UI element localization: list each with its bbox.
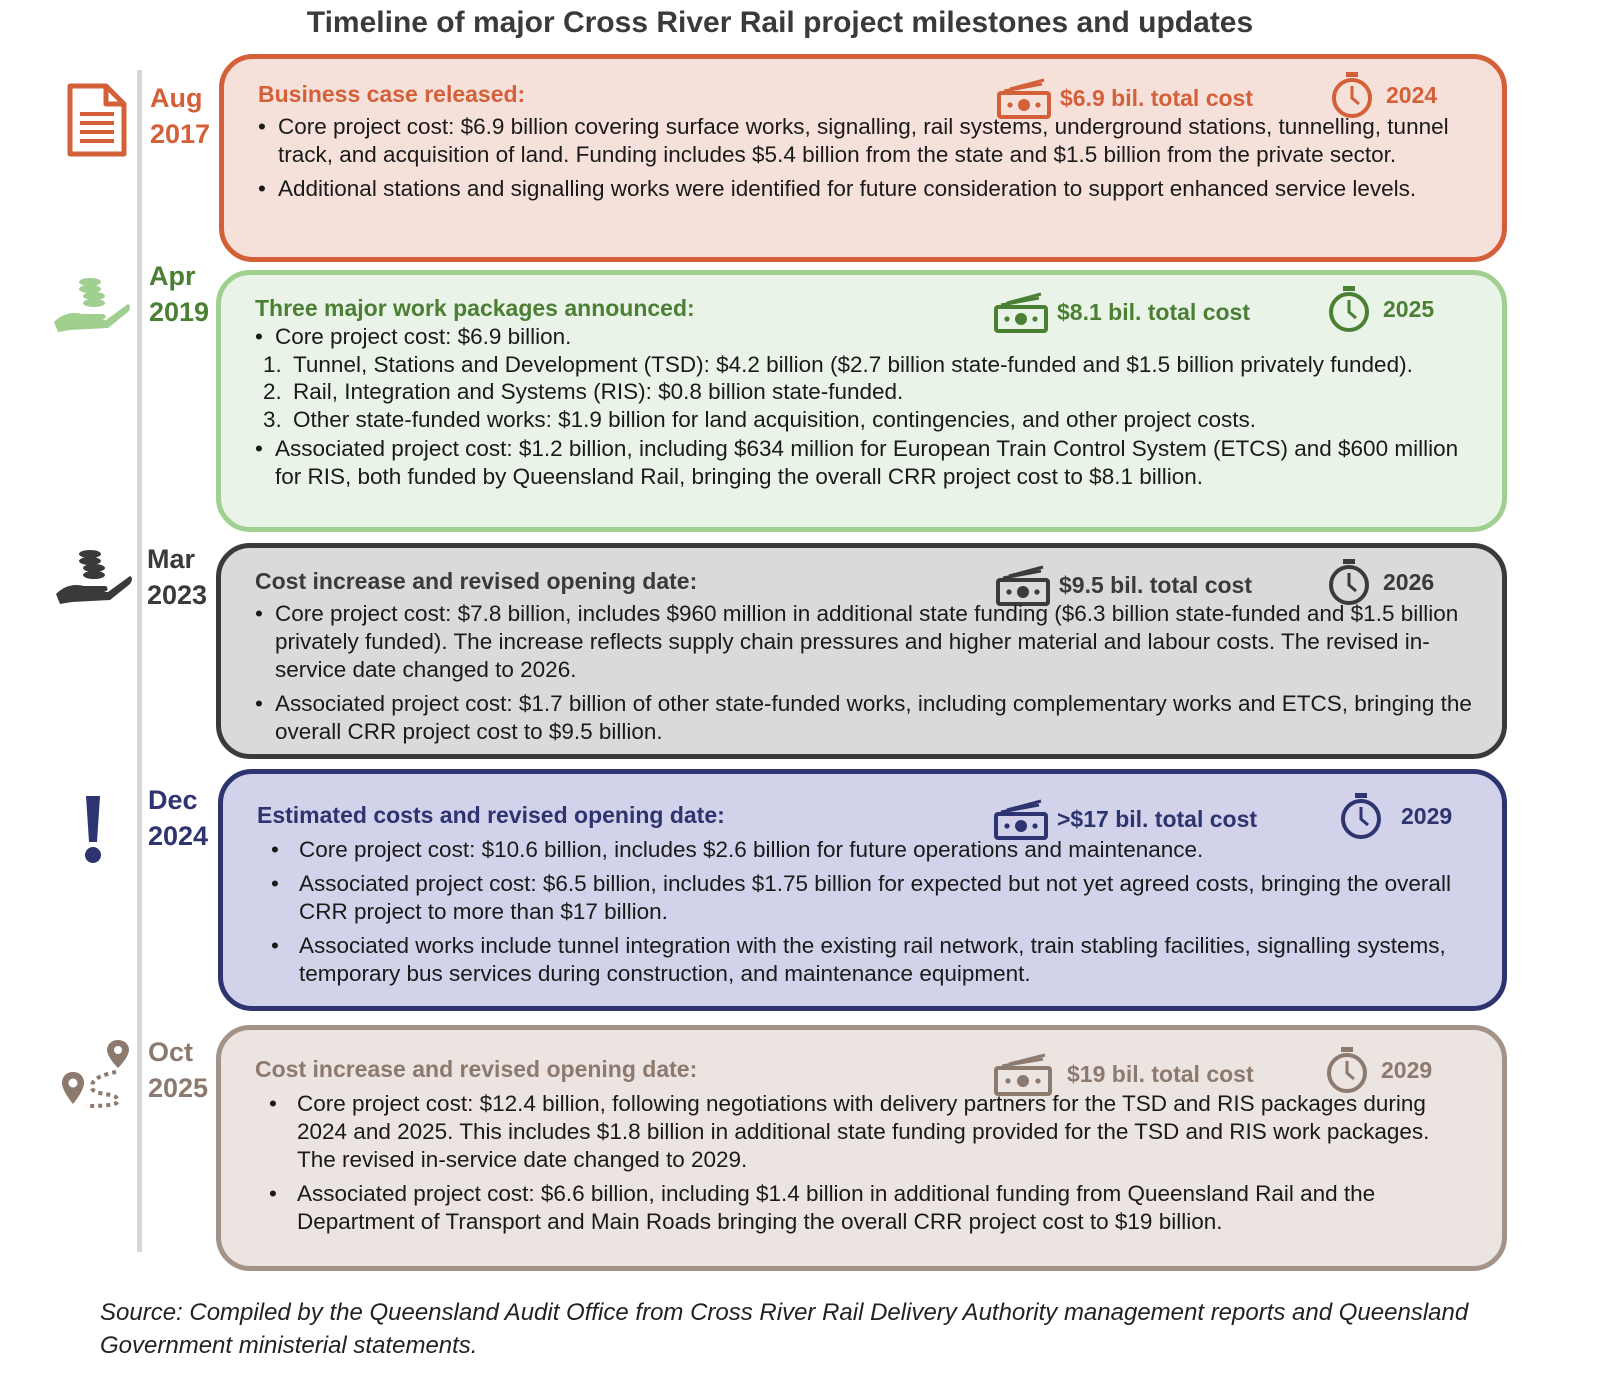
milestone-card <box>216 270 1507 532</box>
exclamation-icon <box>80 794 106 869</box>
milestone-date <box>147 541 207 613</box>
milestone-bullet: • Associated project cost: $6.6 billion, including $1.4 billion in additional funding from Queensland Rail and the Department of Transport and Main Roads bringing the overall CRR project cost to $19 billion. <box>255 1180 1472 1236</box>
milestone-year: 2025 <box>148 1073 209 1103</box>
milestone-heading: Three major work packages announced: <box>255 295 695 321</box>
milestone-bullet: • Associated project cost: $1.7 billion of other state-funded works, including complementary works and ETCS, bringing the overall CRR project cost to $9.5 billion. <box>255 690 1472 746</box>
opening-year: 2024 <box>1386 81 1438 108</box>
milestone-date <box>148 782 208 854</box>
milestone-bullet: • Core project cost: $7.8 billion, includes $960 million in additional state funding ($6.3 billion state-funded and $1.5 billion privately funded). The increase reflects supply chain pressures and higher material and labour costs. The revised in-service date changed to 2026. <box>255 600 1472 684</box>
stopwatch-icon <box>1327 558 1371 606</box>
source-note: Source: Compiled by the Queensland Audit Office from Cross River Rail Delivery Authority management reports and Queensland Government ministerial statements. <box>100 1299 1469 1359</box>
stopwatch-icon <box>1330 71 1374 119</box>
total-cost: >$17 bil. total cost <box>1057 805 1258 832</box>
document-icon <box>66 82 128 163</box>
milestone-bullet: • Associated project cost: $6.5 billion, includes $1.75 billion for expected but not yet agreed costs, bringing the overall CRR project to more than $17 billion. <box>257 870 1472 926</box>
milestone-heading: Cost increase and revised opening date: <box>255 1056 698 1082</box>
milestone-heading: Estimated costs and revised opening date: <box>257 802 725 828</box>
work-package <box>255 378 1472 406</box>
timeline-line <box>137 70 142 1252</box>
milestone-date <box>148 1034 208 1106</box>
opening-badge <box>1325 1046 1432 1094</box>
cost-badge <box>993 798 1257 840</box>
stopwatch-icon <box>1325 1046 1369 1094</box>
total-cost: $9.5 bil. total cost <box>1059 571 1252 598</box>
milestone-month: Oct <box>148 1037 194 1067</box>
route-pin-icon <box>60 1038 130 1115</box>
milestone-heading: Business case released: <box>258 81 526 107</box>
milestone-card <box>219 54 1507 262</box>
package-number: 2. <box>263 379 282 404</box>
milestone-bullet: • Associated project cost: $1.2 billion, including $634 million for European Train Control System (ETCS) and $600 million for RIS, both funded by Queensland Rail, bringing the overall CRR project cost to $8.1 billion. <box>255 435 1472 490</box>
milestone-card <box>218 769 1507 1011</box>
page-title: Timeline of major Cross River Rail project milestones and updates <box>306 6 1254 39</box>
opening-year: 2025 <box>1383 295 1435 322</box>
milestone-bullet: • Core project cost: $6.9 billion. <box>255 323 1472 351</box>
package-text: Other state-funded works: $1.9 billion for land acquisition, contingencies, and other project costs. <box>293 406 1257 432</box>
hand-coins-icon <box>52 270 132 339</box>
milestone-date <box>149 258 209 330</box>
package-number: 3. <box>263 406 282 432</box>
milestone-bullet: • Core project cost: $6.9 billion covering surface works, signalling, rail systems, underground stations, tunnelling, tunnel track, and acquisition of land. Funding includes $5.4 billion from the state and $1.5 billion from the private sector. <box>258 113 1472 169</box>
opening-year: 2029 <box>1401 802 1453 829</box>
milestone-date <box>150 80 210 152</box>
hand-coins-icon <box>54 542 134 611</box>
milestone-heading: Cost increase and revised opening date: <box>255 568 698 594</box>
opening-badge <box>1330 71 1437 119</box>
money-icon <box>993 798 1049 840</box>
package-number: 1. <box>263 351 282 377</box>
package-text: Tunnel, Stations and Development (TSD): $4.2 billion ($2.7 billion state-funded and $1.5 billion privately funded). <box>293 351 1413 377</box>
milestone-card <box>216 543 1507 759</box>
milestone-year: 2024 <box>148 821 209 851</box>
total-cost: $6.9 bil. total cost <box>1060 84 1253 111</box>
opening-badge <box>1327 558 1434 606</box>
opening-badge <box>1339 792 1452 840</box>
milestone-month: Mar <box>147 544 196 574</box>
package-text: Rail, Integration and Systems (RIS): $0.8 billion state-funded. <box>293 379 904 404</box>
milestone-month: Aug <box>150 83 203 113</box>
total-cost: $8.1 bil. total cost <box>1057 298 1250 325</box>
milestone-bullet: • Additional stations and signalling works were identified for future consideration to support enhanced service levels. <box>258 175 1472 203</box>
total-cost: $19 bil. total cost <box>1067 1060 1254 1087</box>
milestone-month: Apr <box>149 261 196 291</box>
opening-year: 2026 <box>1383 568 1435 595</box>
work-package <box>255 351 1472 379</box>
milestone-bullet: • Core project cost: $12.4 billion, following negotiations with delivery partners for the TSD and RIS packages during 2024 and 2025. This includes $1.8 billion in additional state funding provided for the TSD and RIS work packages. The revised in-service date changed to 2029. <box>255 1090 1472 1174</box>
milestone-bullet: • Associated works include tunnel integration with the existing rail network, train stabling facilities, signalling systems, temporary bus services during construction, and maintenance equipment. <box>257 932 1472 988</box>
milestone-month: Dec <box>148 785 198 815</box>
milestone-card <box>216 1025 1507 1271</box>
milestone-bullet: • Core project cost: $10.6 billion, includes $2.6 billion for future operations and maintenance. <box>257 836 1472 864</box>
milestone-year: 2019 <box>149 297 210 327</box>
milestone-year: 2023 <box>147 580 208 610</box>
opening-year: 2029 <box>1381 1056 1433 1083</box>
stopwatch-icon <box>1339 792 1383 840</box>
milestone-year: 2017 <box>150 119 211 149</box>
work-package <box>255 406 1472 434</box>
